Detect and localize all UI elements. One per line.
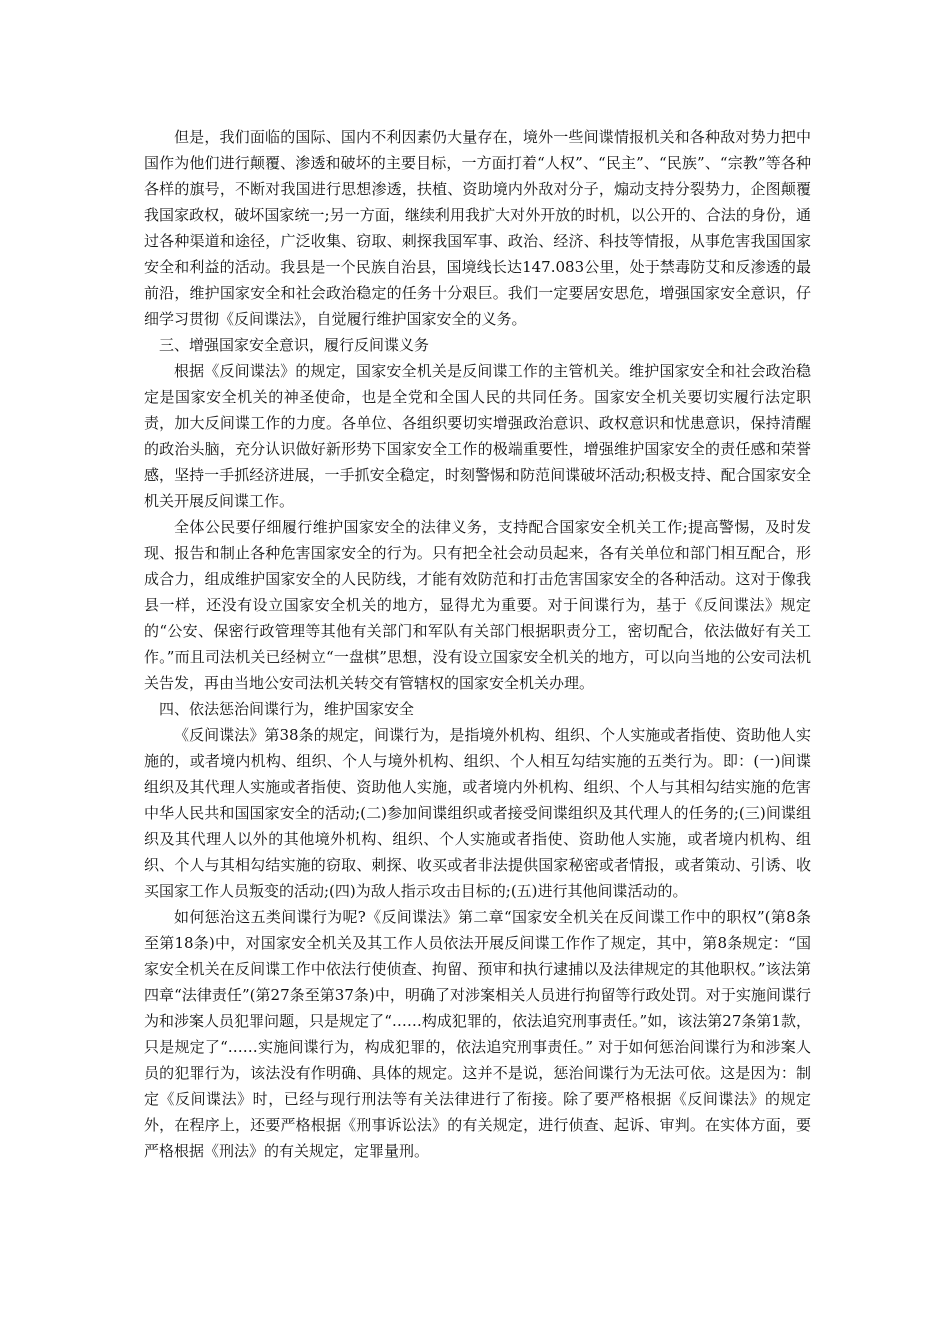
section-heading-4: 四、依法惩治间谍行为，维护国家安全 xyxy=(159,700,415,718)
paragraph-citizen-duties: 全体公民要仔细履行维护国家安全的法律义务，支持配合国家安全机关工作;提高警惕，及时发现、报告和制止各种危害国家安全的行为。只有把全社会动员起来，各有关单位和部门相互配合，形成合力，组成维护国家安全的人民防线，才能有效防范和打击危害国家安全的各种活动。这对于像我县一样，还没有设立国家安全机关的地方，显得尤为重要。对于间谍行为，基于《反间谍法》规定的“公安、保密行政管理等其他有关部门和军队有关部门根据职责分工，密切配合，依法做好有关工作。”而且司法机关已经树立“一盘棋”思想，没有设立国家安全机关的地方，可以向当地的公安司法机关告发，再由当地公安司法机关转交有管辖权的国家安全机关办理。 xyxy=(144,518,811,692)
paragraph-punishment: 如何惩治这五类间谍行为呢?《反间谍法》第二章“国家安全机关在反间谍工作中的职权”(第8条至第18条)中，对国家安全机关及其工作人员依法开展反间谍工作作了规定，其中，第8条规定：“国家安全机关在反间谍工作中依法行使侦查、拘留、预审和执行逮捕以及法律规定的其他职权。”该法第四章“法律责任”(第27条至第37条)中，明确了对涉案相关人员进行拘留等行政处罚。对于实施间谍行为和涉案人员犯罪问题，只是规定了“……构成犯罪的，依法追究刑事责任。”如，该法第27条第1款，只是规定了“……实施间谍行为，构成犯罪的，依法追究刑事责任。” 对于如何惩治间谍行为和涉案人员的犯罪行为，该法没有作明确、具体的规定。这并不是说，惩治间谍行为无法可依。这是因为：制定《反间谍法》时，已经与现行刑法等有关法律进行了衔接。除了要严格根据《反间谍法》的规定外，在程序上，还要严格根据《刑事诉讼法》的有关规定，进行侦查、起诉、审判。在实体方面，要严格根据《刑法》的有关规定，定罪量刑。 xyxy=(144,908,811,1160)
paragraph-espionage-definition: 《反间谍法》第38条的规定，间谍行为，是指境外机构、组织、个人实施或者指使、资助他人实施的，或者境内机构、组织、个人与境外机构、组织、个人相互勾结实施的五类行为。即：(一)间谍组织及其代理人实施或者指使、资助他人实施，或者境内外机构、组织、个人与其相勾结实施的危害中华人民共和国国家安全的活动;(二)参加间谍组织或者接受间谍组织及其代理人的任务的;(三)间谍组织及其代理人以外的其他境外机构、组织、个人实施或者指使、资助他人实施，或者境内机构、组织、个人与其相勾结实施的窃取、刺探、收买或者非法提供国家秘密或者情报，或者策动、引诱、收买国家工作人员叛变的活动;(四)为敌人指示攻击目标的;(五)进行其他间谍活动的。 xyxy=(144,726,811,900)
paragraph-threats: 但是，我们面临的国际、国内不利因素仍大量存在，境外一些间谍情报机关和各种敌对势力把中国作为他们进行颠覆、渗透和破坏的主要目标，一方面打着“人权”、“民主”、“民族”、“宗教”等各种各样的旗号，不断对我国进行思想渗透，扶植、资助境内外敌对分子，煽动支持分裂势力，企图颠覆我国家政权，破坏国家统一;另一方面，继续利用我扩大对外开放的时机，以公开的、合法的身份，通过各种渠道和途径，广泛收集、窃取、刺探我国军事、政治、经济、科技等情报，从事危害我国国家安全和利益的活动。我县是一个民族自治县，国境线长达147.083公里，处于禁毒防艾和反渗透的最前沿，维护国家安全和社会政治稳定的任务十分艰巨。我们一定要居安思危，增强国家安全意识，仔细学习贯彻《反间谍法》，自觉履行维护国家安全的义务。 xyxy=(144,128,811,328)
document-body xyxy=(144,124,811,1164)
section-heading-3: 三、增强国家安全意识，履行反间谍义务 xyxy=(159,336,430,354)
paragraph-state-security-organs: 根据《反间谍法》的规定，国家安全机关是反间谍工作的主管机关。维护国家安全和社会政治稳定是国家安全机关的神圣使命，也是全党和全国人民的共同任务。国家安全机关要切实履行法定职责，加大反间谍工作的力度。各单位、各组织要切实增强政治意识、政权意识和忧患意识，保持清醒的政治头脑，充分认识做好新形势下国家安全工作的极端重要性，增强维护国家安全的责任感和荣誉感，坚持一手抓经济进展，一手抓安全稳定，时刻警惕和防范间谍破坏活动;积极支持、配合国家安全机关开展反间谍工作。 xyxy=(144,362,811,510)
